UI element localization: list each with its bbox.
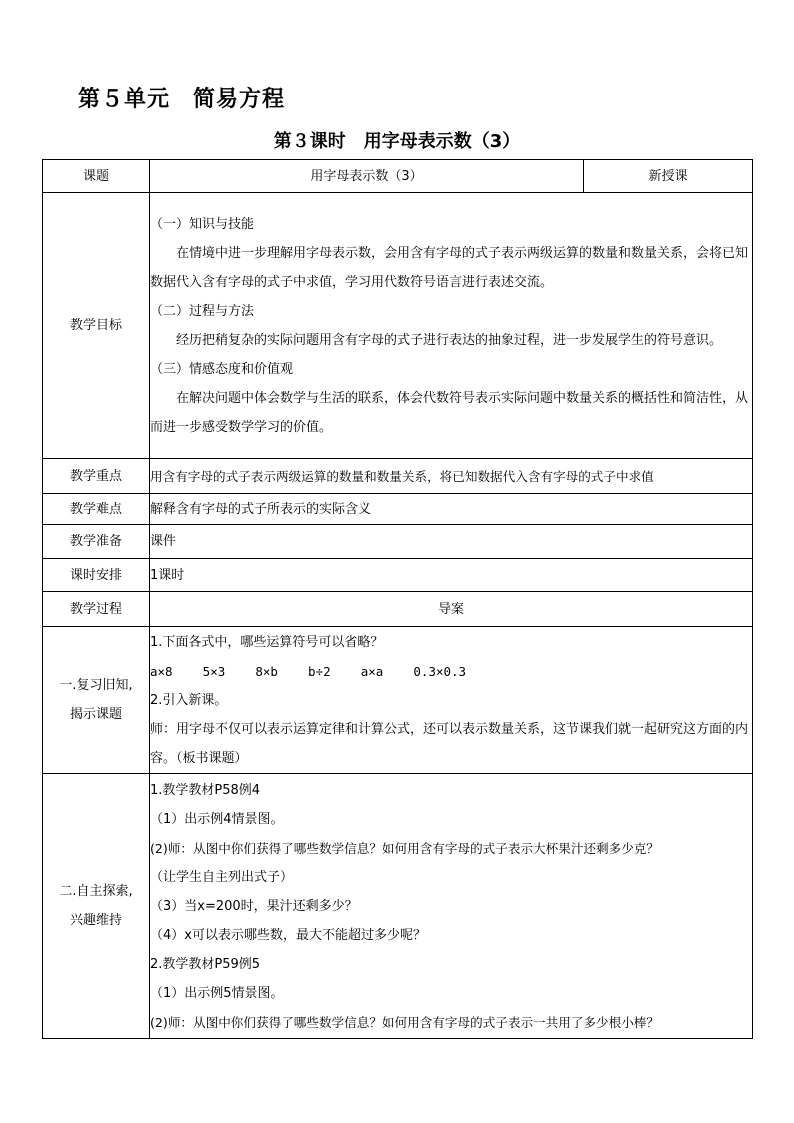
- step2-line-9: (2)师：从图中你们获得了哪些数学信息？如何用含有字母的式子表示一共用了多少根小棒？: [150, 1014, 659, 1030]
- objective-3-heading: （三）情感态度和价值观: [150, 361, 294, 377]
- step1-teacher-text: 师：用字母不仅可以表示运算定律和计算公式，还可以表示数量关系，这节课我们就一起研究这方面的内容。（板书课题）: [150, 721, 749, 766]
- unit-title: 第５单元 简易方程: [78, 87, 286, 112]
- objective-1-heading: （一）知识与技能: [150, 216, 255, 232]
- step2-line-8: （1）出示例5情景图。: [150, 985, 284, 1001]
- step2-line-2: （1）出示例4情景图。: [150, 811, 284, 827]
- row-step1: [43, 627, 753, 774]
- objective-3-text: 在解决问题中体会数学与生活的联系，体会代数符号表示实际问题中数量关系的概括性和简洁性，从而进一步感受数学学习的价值。: [150, 390, 749, 435]
- step1-label-line1: 一.复习旧知,: [59, 678, 133, 693]
- step2-label-line1: 二.自主探索,: [59, 884, 133, 899]
- step2-label: [43, 774, 150, 1039]
- step1-question2: 2.引入新课。: [150, 692, 228, 708]
- step1-expressions: a×8 5×3 8×b b÷2 a×a 0.3×0.3: [150, 663, 467, 679]
- step1-label: [43, 627, 150, 774]
- row-step2: [43, 774, 753, 1039]
- row-objectives: [43, 193, 753, 459]
- objectives-label: 教学目标: [43, 193, 150, 459]
- objective-1-text: 在情境中进一步理解用字母表示数，会用含有字母的式子表示两级运算的数量和数量关系，会将已知数据代入含有字母的式子中求值，学习用代数符号语言进行表述交流。: [150, 245, 749, 290]
- objective-2-heading: （二）过程与方法: [150, 303, 255, 319]
- lesson-plan-table: [42, 159, 753, 1039]
- row-process: [43, 592, 753, 627]
- schedule-value: 1课时: [150, 559, 753, 592]
- topic-label: 课题: [43, 160, 150, 193]
- step2-line-3: (2)师：从图中你们获得了哪些数学信息？如何用含有字母的式子表示大杯果汁还剩多少克？: [150, 840, 659, 856]
- row-topic: [43, 160, 753, 193]
- step1-content: [150, 627, 753, 774]
- lesson-type: 新授课: [584, 160, 753, 193]
- row-schedule: [43, 559, 753, 592]
- step1-question1: 1.下面各式中，哪些运算符号可以省略？: [150, 634, 384, 650]
- key-points-label: 教学重点: [43, 459, 150, 494]
- schedule-label: 课时安排: [43, 559, 150, 592]
- step2-line-5: （3）当x=200时，果汁还剩多少？: [150, 898, 358, 914]
- process-value: 导案: [150, 592, 753, 627]
- step2-line-7: 2.教学教材P59例5: [150, 956, 261, 972]
- difficulties-label: 教学难点: [43, 494, 150, 525]
- step2-line-1: 1.教学教材P58例4: [150, 782, 261, 798]
- objectives-content: [150, 193, 753, 459]
- preparation-label: 教学准备: [43, 525, 150, 559]
- step2-content: [150, 774, 753, 1039]
- preparation-value: 课件: [150, 525, 753, 559]
- step2-line-4: （让学生自主列出式子）: [150, 869, 294, 885]
- step2-line-6: （4）x可以表示哪些数，最大不能超过多少呢？: [150, 927, 426, 943]
- process-label: 教学过程: [43, 592, 150, 627]
- topic-value: 用字母表示数（3）: [150, 160, 584, 193]
- difficulties-value: 解释含有字母的式子所表示的实际含义: [150, 494, 753, 525]
- step1-label-line2: 揭示课题: [69, 707, 122, 722]
- step2-label-line2: 兴趣维持: [69, 913, 122, 928]
- key-points-value: [150, 459, 753, 494]
- row-preparation: [43, 525, 753, 559]
- row-difficulties: [43, 494, 753, 525]
- objective-2-text: 经历把稍复杂的实际问题用含有字母的式子进行表达的抽象过程，进一步发展学生的符号意识。: [176, 332, 723, 348]
- lesson-title: 第３课时 用字母表示数（3）: [273, 131, 521, 152]
- row-key-points: [43, 459, 753, 494]
- key-points-text: 用含有字母的式子表示两级运算的数量和数量关系，将已知数据代入含有字母的式子中求值: [150, 468, 654, 484]
